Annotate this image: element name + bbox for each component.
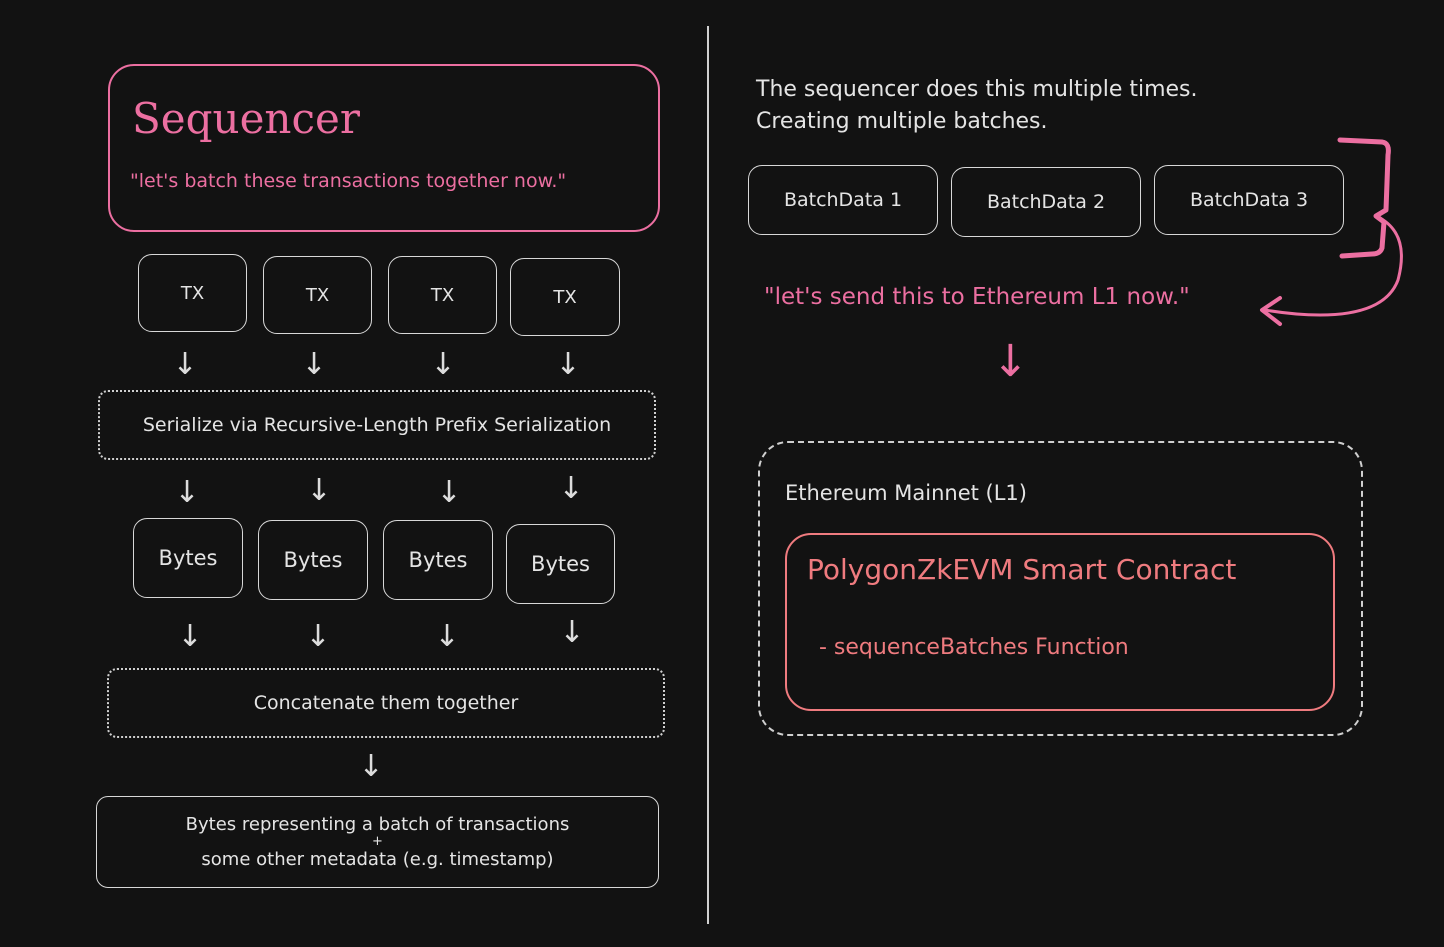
bytes-box-2 [258,520,368,600]
serialize-box [98,390,656,460]
ethereum-mainnet-box [758,441,1363,736]
smart-contract-title: PolygonZkEVM Smart Contract [807,553,1237,586]
arrow-down-icon: ↓ [555,347,581,382]
arrow-down-icon: ↓ [558,471,584,506]
bytes-label: Bytes [408,548,468,572]
batch-bytes-box [96,796,659,888]
arrow-down-icon: ↓ [358,749,384,784]
batch-data-box-1 [748,165,938,235]
bytes-box-3 [383,520,493,600]
arrow-down-icon: ↓ [305,619,331,654]
sequencer-title: Sequencer [132,94,360,143]
batch-data-label: BatchData 1 [783,189,903,211]
concatenate-label: Concatenate them together [253,692,519,714]
batch-data-box-2 [951,167,1141,237]
tx-box-1 [138,254,247,332]
serialize-label: Serialize via Recursive-Length Prefix Serialization [142,414,612,436]
batch-bytes-plus: + [372,834,383,849]
send-quote: "let's send this to Ethereum L1 now." [764,284,1190,310]
tx-label: TX [430,284,455,306]
tx-box-2 [263,256,372,334]
arrow-down-icon: ↓ [172,347,198,382]
bytes-label: Bytes [283,548,343,572]
bracket-arrow-icon [1240,130,1420,340]
arrow-down-icon: ↓ [559,615,585,650]
arrow-down-icon: ↓ [992,336,1029,387]
tx-box-4 [510,258,620,336]
arrow-down-icon: ↓ [436,475,462,510]
tx-label: TX [305,284,330,306]
arrow-down-icon: ↓ [306,473,332,508]
bytes-label: Bytes [158,546,218,570]
intro-text [756,74,1198,138]
tx-label: TX [553,286,577,308]
intro-line-1: The sequencer does this multiple times. [756,77,1198,102]
arrow-down-icon: ↓ [177,619,203,654]
ethereum-mainnet-label: Ethereum Mainnet (L1) [785,481,1027,505]
intro-line-2: Creating multiple batches. [756,109,1048,134]
batch-data-label: BatchData 2 [986,191,1106,213]
batch-data-label: BatchData 3 [1189,189,1309,211]
tx-label: TX [180,282,205,304]
sequencer-box [108,64,660,232]
smart-contract-box [785,533,1335,711]
bytes-label: Bytes [531,552,590,576]
arrow-down-icon: ↓ [430,347,456,382]
arrow-down-icon: ↓ [174,475,200,510]
vertical-divider [707,26,709,924]
arrow-down-icon: ↓ [434,619,460,654]
concatenate-box [107,668,665,738]
bytes-box-1 [133,518,243,598]
sequencer-quote: "let's batch these transactions together now." [130,170,567,192]
bytes-box-4 [506,524,615,604]
smart-contract-function: - sequenceBatches Function [819,635,1129,660]
tx-box-3 [388,256,497,334]
batch-bytes-line2: some other metadata (e.g. timestamp) [201,849,554,870]
batch-bytes-line1: Bytes representing a batch of transactions [185,814,570,835]
arrow-down-icon: ↓ [301,347,327,382]
